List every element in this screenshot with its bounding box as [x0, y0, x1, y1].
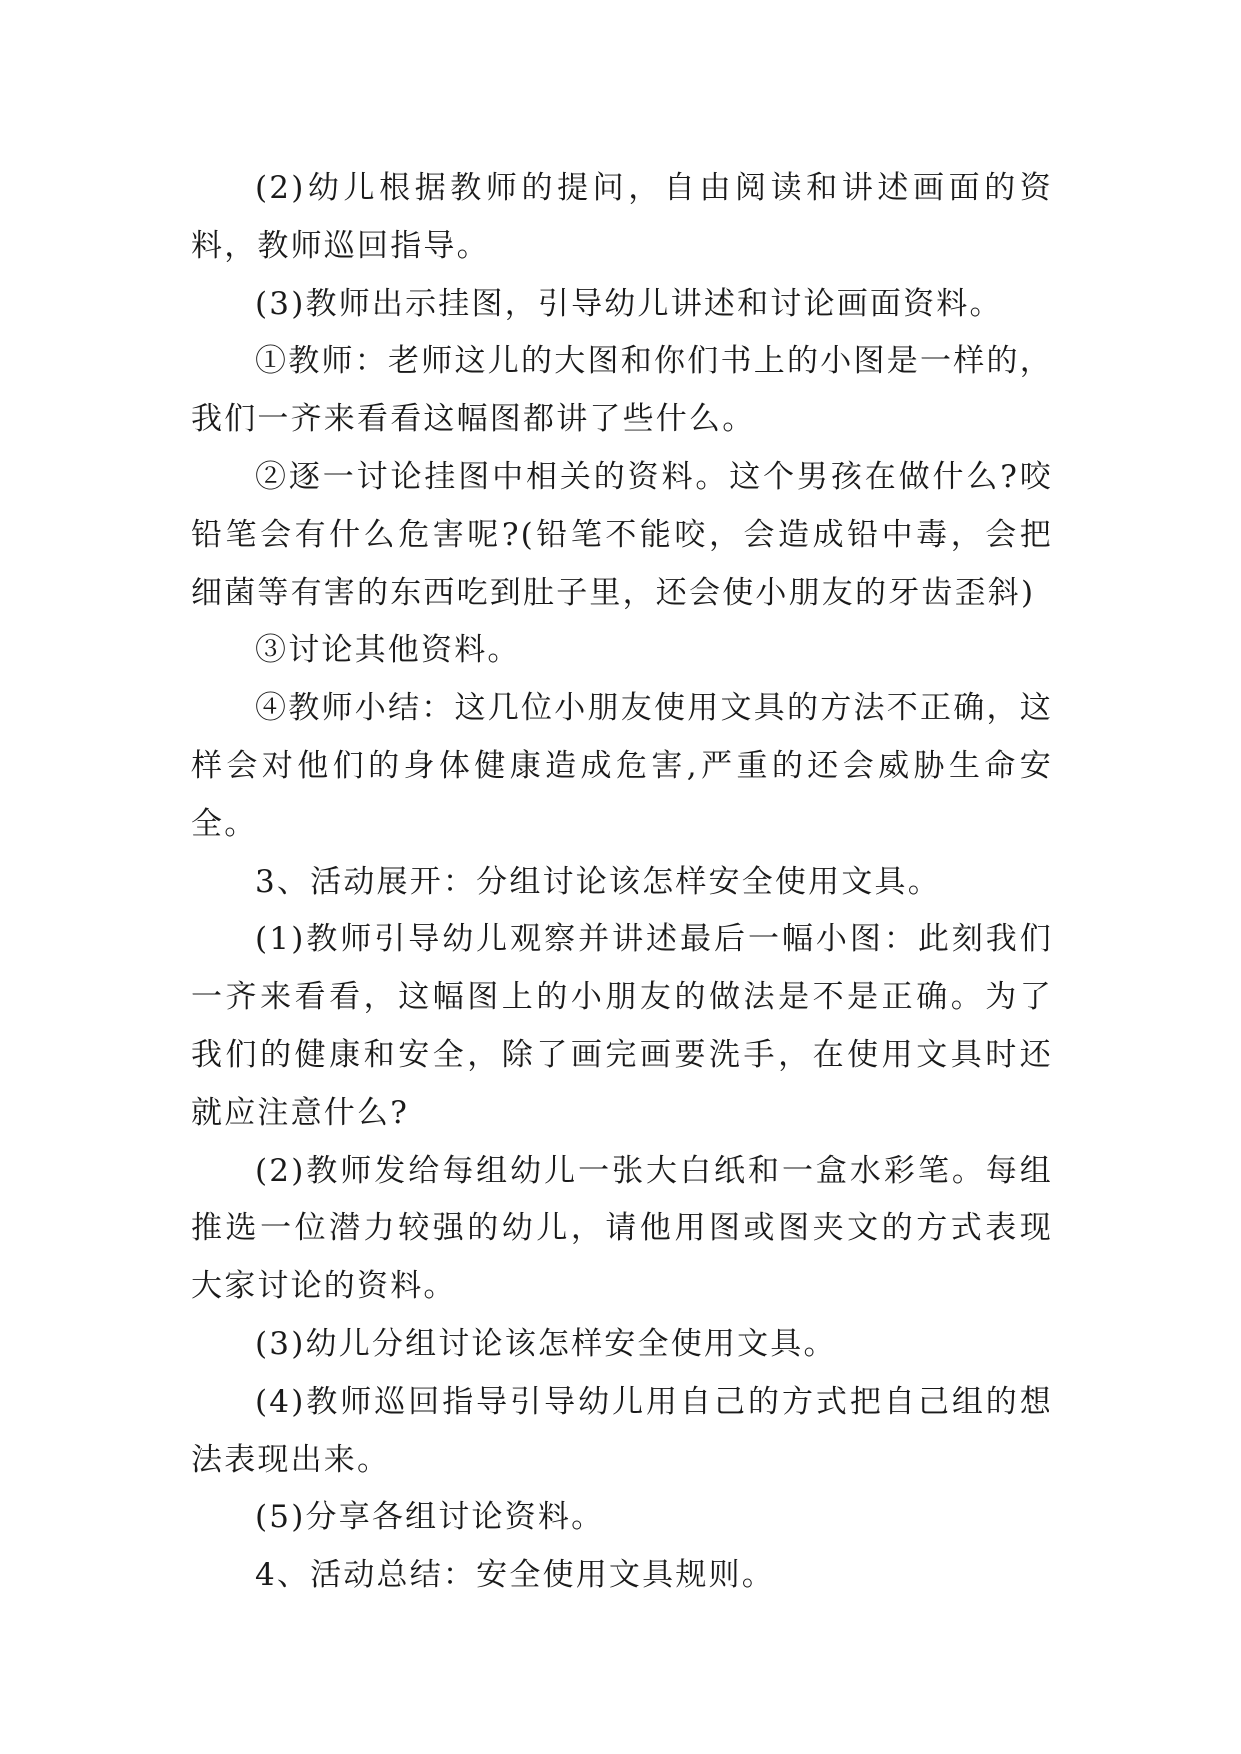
paragraph: ①教师：老师这儿的大图和你们书上的小图是一样的，我们一齐来看看这幅图都讲了些什么。: [191, 343, 1053, 438]
paragraph: (2)教师发给每组幼儿一张大白纸和一盒水彩笔。每组推选一位潜力较强的幼儿，请他用图或图夹文的方式表现大家讨论的资料。: [191, 1152, 1053, 1305]
paragraph: (3)教师出示挂图，引导幼儿讲述和讨论画面资料。: [255, 285, 1003, 322]
paragraph: (4)教师巡回指导引导幼儿用自己的方式把自己组的想法表现出来。: [191, 1383, 1053, 1478]
paragraph: (5)分享各组讨论资料。: [255, 1499, 605, 1536]
paragraph: (2)幼儿根据教师的提问，自由阅读和讲述画面的资料，教师巡回指导。: [191, 170, 1053, 264]
paragraph: ②逐一讨论挂图中相关的资料。这个男孩在做什么?咬铅笔会有什么危害呢?(铅笔不能咬，会造成铅中毒，会把细菌等有害的东西吃到肚子里，还会使小朋友的牙齿歪斜): [191, 458, 1053, 611]
paragraph: 4、活动总结：安全使用文具规则。: [255, 1557, 775, 1594]
document-body: [191, 160, 1053, 1605]
paragraph: ④教师小结：这几位小朋友使用文具的方法不正确，这样会对他们的身体健康造成危害,严重的还会威胁生命安全。: [191, 690, 1053, 842]
paragraph: ③讨论其他资料。: [255, 632, 521, 669]
paragraph: (1)教师引导幼儿观察并讲述最后一幅小图：此刻我们一齐来看看，这幅图上的小朋友的做法是不是正确。为了我们的健康和安全，除了画完画要洗手，在使用文具时还就应注意什么?: [191, 921, 1053, 1131]
paragraph: 3、活动展开：分组讨论该怎样安全使用文具。: [255, 863, 941, 900]
paragraph: (3)幼儿分组讨论该怎样安全使用文具。: [255, 1325, 837, 1362]
